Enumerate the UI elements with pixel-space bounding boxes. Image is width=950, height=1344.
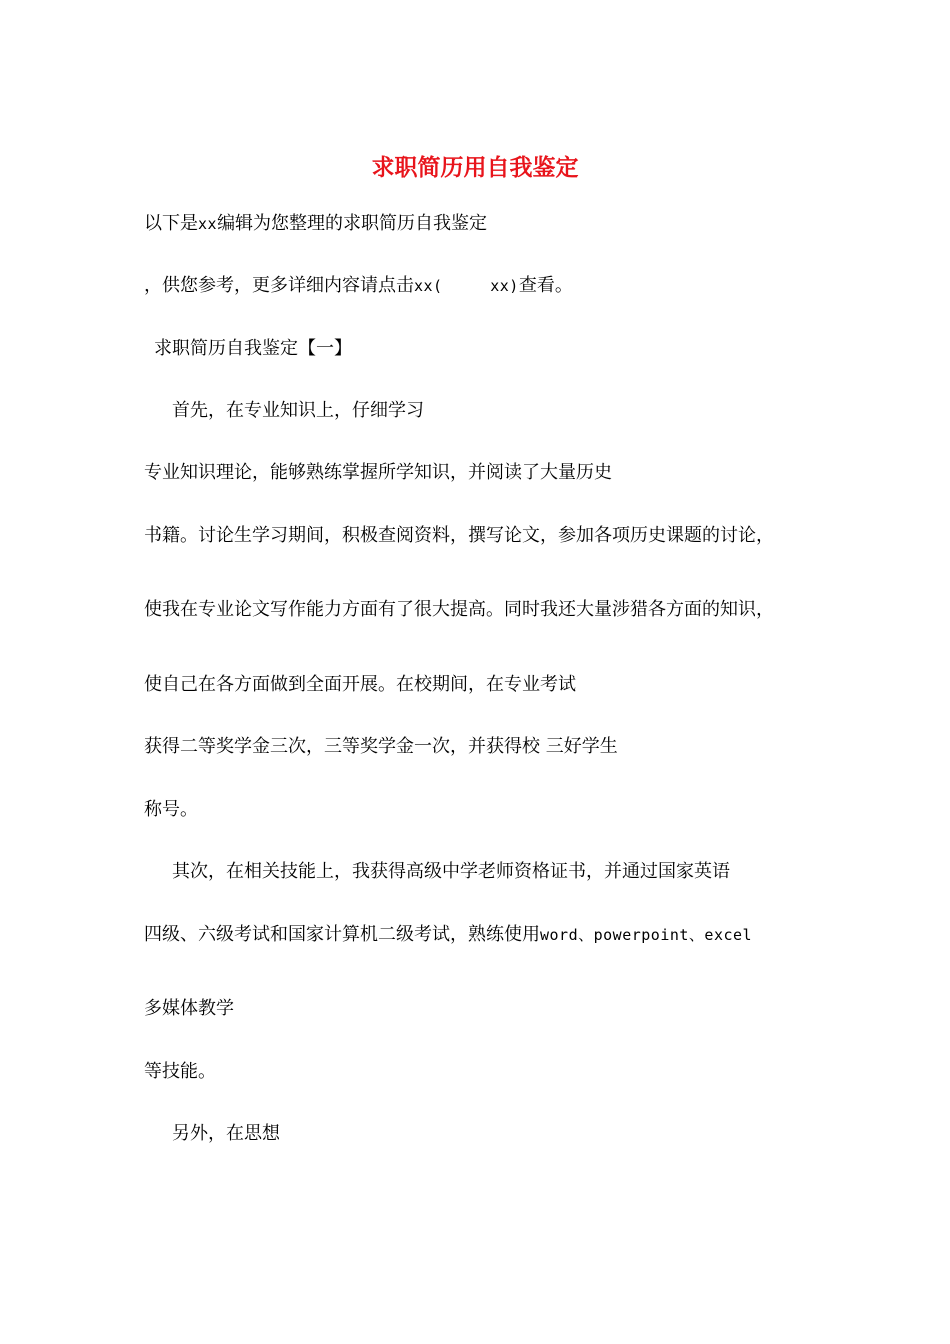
text-segment: 四级、六级考试和国家计算机二级考试，熟练使用 (144, 924, 540, 945)
paragraph-line (144, 922, 752, 948)
intro-line-1 (144, 211, 487, 237)
paragraph-line: 首先，在专业知识上，仔细学习 (172, 400, 424, 421)
software-list: word、powerpoint、excel (540, 926, 753, 944)
paragraph-line: 等技能。 (144, 1061, 216, 1082)
text-segment: 编辑为您整理的求职简历自我鉴定 (217, 213, 488, 234)
paragraph-line: 多媒体教学 (144, 998, 234, 1019)
paragraph-line: 使我在专业论文写作能力方面有了很大提高。同时我还大量涉猎各方面的知识， (144, 599, 774, 620)
text-segment: 以下是 (144, 213, 198, 234)
placeholder-text: xx (198, 215, 218, 233)
section-heading: 求职简历自我鉴定【一】 (154, 338, 352, 359)
text-segment: ，供您参考，更多详细内容请点击 (144, 275, 414, 296)
paragraph-line: 另外，在思想 (172, 1123, 280, 1144)
document-title: 求职简历用自我鉴定 (371, 154, 579, 181)
paragraph-line: 书籍。讨论生学习期间，积极查阅资料，撰写论文，参加各项历史课题的讨论， (144, 525, 774, 546)
paragraph-line: 获得二等奖学金三次，三等奖学金一次，并获得校 三好学生 (144, 736, 618, 757)
text-segment: 查看。 (518, 275, 573, 296)
paragraph-line: 使自己在各方面做到全面开展。在校期间，在专业考试 (144, 674, 576, 695)
paragraph-line: 其次，在相关技能上，我获得高级中学老师资格证书，并通过国家英语 (172, 861, 730, 882)
paragraph-line: 专业知识理论，能够熟练掌握所学知识，并阅读了大量历史 (144, 462, 612, 483)
paragraph-line: 称号。 (144, 799, 198, 820)
placeholder-link[interactable]: xx( xx) (414, 277, 519, 295)
intro-line-2 (144, 273, 573, 299)
